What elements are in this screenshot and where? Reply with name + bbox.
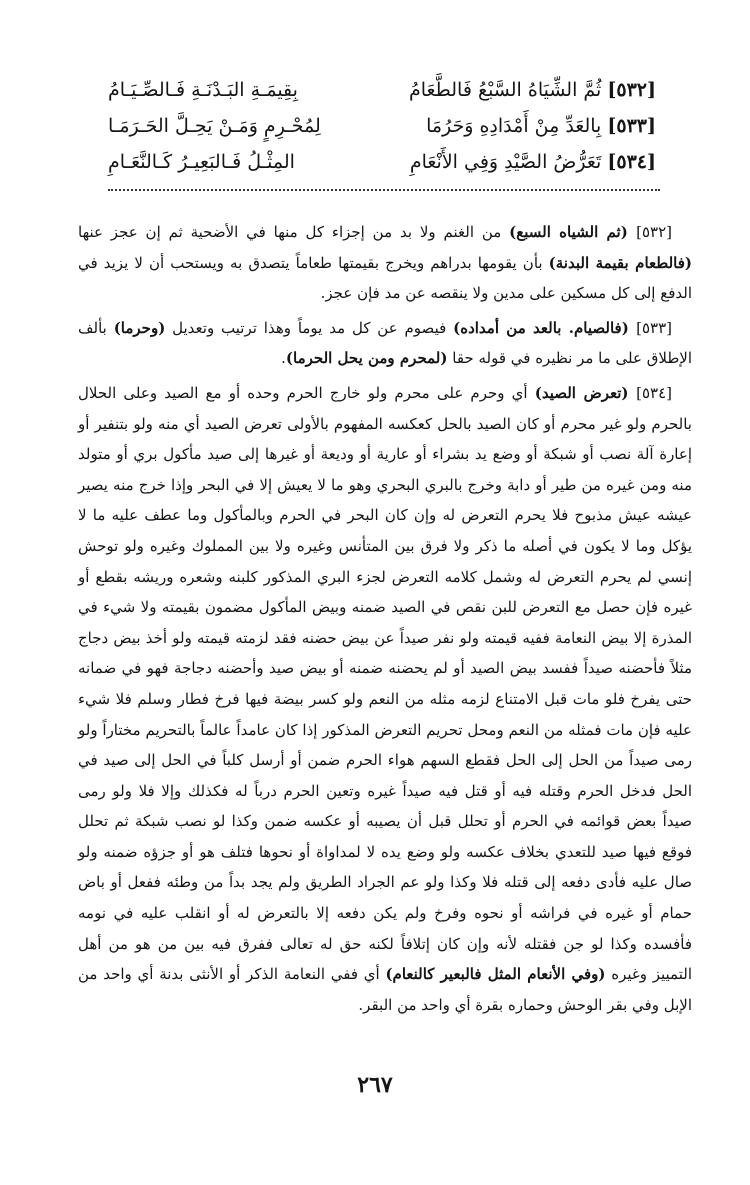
- commentary-number: [٥٣٣]: [636, 318, 672, 337]
- commentary-number: [٥٣٢]: [636, 223, 672, 241]
- verse-line: [108, 72, 656, 108]
- verse-second-hemistich: بِقِيمَـةِ البَـدْنَـةِ فَـالصِّـيَـامُ: [108, 79, 298, 101]
- verse-second-hemistich: لِمُحْـرِمٍ وَمَـنْ يَحِـلَّ الحَـرَمَـا: [108, 115, 321, 137]
- verse-number: [٥٣٢]: [607, 79, 656, 101]
- verse-block: [108, 72, 656, 180]
- verse-first-hemistich: [٥٣٢] ثُمَّ الشِّيَاهُ السَّبْعُ فَالطَّعَامُ: [408, 79, 656, 101]
- dotted-separator: [108, 189, 660, 191]
- commentary-number: [٥٣٤]: [636, 383, 672, 402]
- verse-number: [٥٣٤]: [607, 151, 656, 173]
- verse-number: [٥٣٣]: [607, 115, 656, 137]
- verse-line: [108, 144, 656, 180]
- verse-first-hemistich: [٥٣٤] تَعَرُّضُ الصَّيْدِ وَفِي الأَنْعَامِ: [409, 151, 656, 173]
- commentary-paragraph: [٥٣٤] (تعرض الصيد) أي وحرم على محرم ولو خارج الحرم وحده أو مع الصيد وعلى الحلال بالحرم ولو غير محرم أو كان الصيد بالحل كعكسه المفهوم بالأولى تعرض الصيد أي منه ولو بتنفير أو إعارة آلة نصب أو شبكة أو وضع يد بشراء أو عارية أو وديعة أو غيرها إلى صيد مأكول بري أو متولد منه ومن غيره من طير أو دابة وخرج بالبري البحري وهو ما لا يعيش إلا في البحر وإذا خرج منه يصير عيشه عيش مذبوح فلا يحرم التعرض له وإن كان البحر في الحرم وبالمأكول وما عطف عليه ما لا يؤكل وما لا يكون في أصله ما ذكر ولا فرق بين المتأنس وغيره ولا بين المملوك وغيره ولو توحش إنسي لم يحرم التعرض له وشمل كلامه التعرض لجزء البري المذكور كلبنه وشعره وريشه بقطع أو غيره فإن حصل مع التعرض للبن نقص في الصيد ضمنه وبيض المأكول مضمون بقيمته ولا شيء في المذرة إلا بيض النعامة ففيه قيمته ولو نفر صيداً عن بيض حضنه فقد لزمته قيمته ولو أخذ بيض دجاج مثلاً فأحضنه صيداً ففسد بيض الصيد أو لم يحضنه ضمنه أو بيض صيد وأحضنه دجاجة فهو في ضمانه حتى يفرخ فلو مات قبل الامتناع لزمه مثله من النعم ولو كسر بيضة فيها فرخ فطار وسلم فلا شيء عليه فإن مات فمثله من النعم ومحل تحريم التعرض المذكور إذا كان عامداً عالماً بالتحريم مختاراً ولو رمى صيداً من الحل إلى الحل فقطع السهم هواء الحرم ضمن أو أرسل كلباً في الحل إلى صيد في الحل فدخل الحرم وقتله فيه أو قتل فيه صيداً غيره وتعين الحرم درباً له فكذلك وإلا فلا ولو رمى صيداً بعض قوائمه في الحرم أو تحلل قبل أن يصيبه أو عكسه ضمن وكذا لو نصب شبكة ثم تحلل فوقع فيها صيد للتعدي بخلاف عكسه ولو وضع يده لا لمداواة أو نحوها فتلف هو أو جزؤه ضمنه ولو صال عليه فأدى دفعه إلى قتله فلا وكذا ولو عم الجراد الطريق ولم يجد بداً من وطئه ففعل أو باض حمام أو غيره في فراشه أو نحوه وفرخ ولم يكن دفعه إلا بالتعرض له أو انقلب عليه في نومه فأفسده وكذا لو جن فقتله لأنه وإن كان إتلافاً لكنه حق له تعالى ففرق فيه بين من هو من أهل التمييز وغيره (وفي الأنعام المثل فالبعير كالنعام) أي ففي النعامة الذكر أو الأنثى بدنة أي واحد من الإبل وفي بقر الوحش وحماره بقرة أي واحد من البقر.: [78, 383, 692, 1014]
- verse-first-hemistich: [٥٣٣] بِالعَدِّ مِنْ أَمْدَادِهِ وَحَرُمَا: [426, 115, 656, 137]
- verse-line: [108, 108, 656, 144]
- commentary: [78, 217, 692, 1024]
- verse-second-hemistich: المِثْـلُ فَـالبَعِيـرُ كَـالنَّعَـامِ: [108, 151, 295, 173]
- commentary-paragraph: [٥٣٢] (ثم الشياه السبع) من الغنم ولا بد من إجزاء كل منها في الأضحية ثم إن عجز عنها (فالطعام بقيمة البدنة) بأن يقومها بدراهم ويخرج بقيمتها طعاماً يتصدق به ويستحب أن لا يزيد في الدفع إلى كل مسكين على مدين ولا ينقصه عن مد فإن عجز.: [78, 223, 692, 303]
- commentary-paragraph: [٥٣٣] (فالصيام. بالعد من أمداده) فيصوم عن كل مد يوماً وهذا ترتيب وتعديل (وحرما) بألف الإطلاق على ما مر نظيره في قوله حقا (لمحرم ومن يحل الحرما).: [78, 318, 692, 368]
- page-number: ٢٦٧: [357, 1072, 393, 1098]
